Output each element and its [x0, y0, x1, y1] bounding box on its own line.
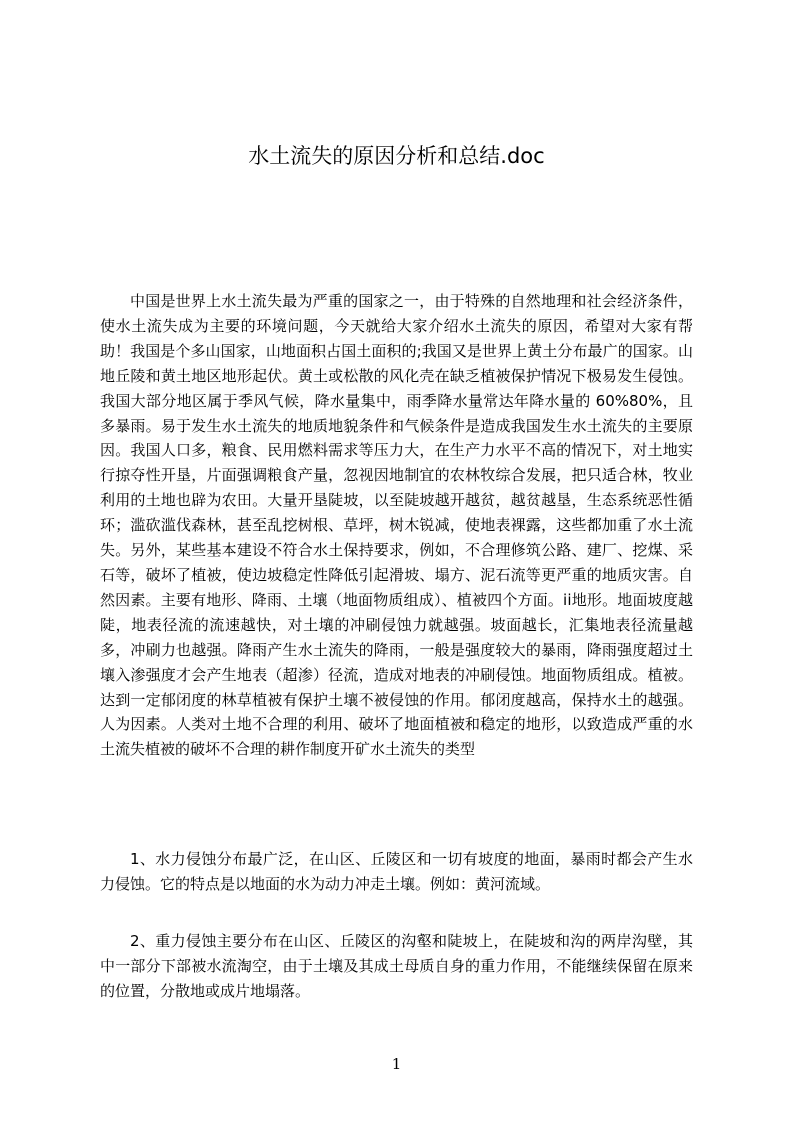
page-number: 1 — [391, 1055, 402, 1073]
body-paragraph-water-erosion: 1、水力侵蚀分布最广泛，在山区、丘陵区和一切有坡度的地面，暴雨时都会产生水力侵蚀。它的特点是以地面的水为动力冲走土壤。例如：黄河流域。 — [100, 850, 693, 893]
body-paragraph-causes: 中国是世界上水土流失最为严重的国家之一，由于特殊的自然地理和社会经济条件，使水土流失成为主要的环境问题，今天就给大家介绍水土流失的原因，希望对大家有帮助！我国是个多山国家，山地面积占国土面积的;我国又是世界上黄土分布最广的国家。山地丘陵和黄土地区地形起伏。黄土或松散的风化壳在缺乏植被保护情况下极易发生侵蚀。我国大部分地区属于季风气候，降水量集中，雨季降水量常达年降水量的 60%80%，且多暴雨。易于发生水土流失的地质地貌条件和气候条件是造成我国发生水土流失的主要原因。我国人口多，粮食、民用燃料需求等压力大，在生产力水平不高的情况下，对土地实行掠夺性开垦，片面强调粮食产量，忽视因地制宜的农林牧综合发展，把只适合林，牧业利用的土地也辟为农田。大量开垦陡坡，以至陡坡越开越贫，越贫越垦，生态系统恶性循环；滥砍滥伐森林，甚至乱挖树根、草坪，树木锐减，使地表裸露，这些都加重了水土流失。另外，某些基本建设不符合水土保持要求，例如，不合理修筑公路、建厂、挖煤、采石等，破坏了植被，使边坡稳定性降低引起滑坡、塌方、泥石流等更严重的地质灾害。自然因素。主要有地形、降雨、土壤（地面物质组成）、植被四个方面。ⅰⅰ地形。地面坡度越陡，地表径流的流速越快，对土壤的冲刷侵蚀力就越强。坡面越长，汇集地表径流量越多，冲刷力也越强。降雨产生水土流失的降雨，一般是强度较大的暴雨，降雨强度超过土壤入渗强度才会产生地表（超渗）径流，造成对地表的冲刷侵蚀。地面物质组成。植被。达到一定郁闭度的林草植被有保护土壤不被侵蚀的作用。郁闭度越高，保持水土的越强。人为因素。人类对土地不合理的利用、破坏了地面植被和稳定的地形，以致造成严重的水土流失植被的破坏不合理的耕作制度开矿水土流失的类型 — [100, 292, 693, 759]
document-title: 水土流失的原因分析和总结.doc — [248, 144, 545, 168]
body-paragraph-gravity-erosion: 2、重力侵蚀主要分布在山区、丘陵区的沟壑和陡坡上，在陡坡和沟的两岸沟壁，其中一部分下部被水流淘空，由于土壤及其成土母质自身的重力作用，不能继续保留在原来的位置，分散地或成片地塌落。 — [100, 932, 693, 1000]
